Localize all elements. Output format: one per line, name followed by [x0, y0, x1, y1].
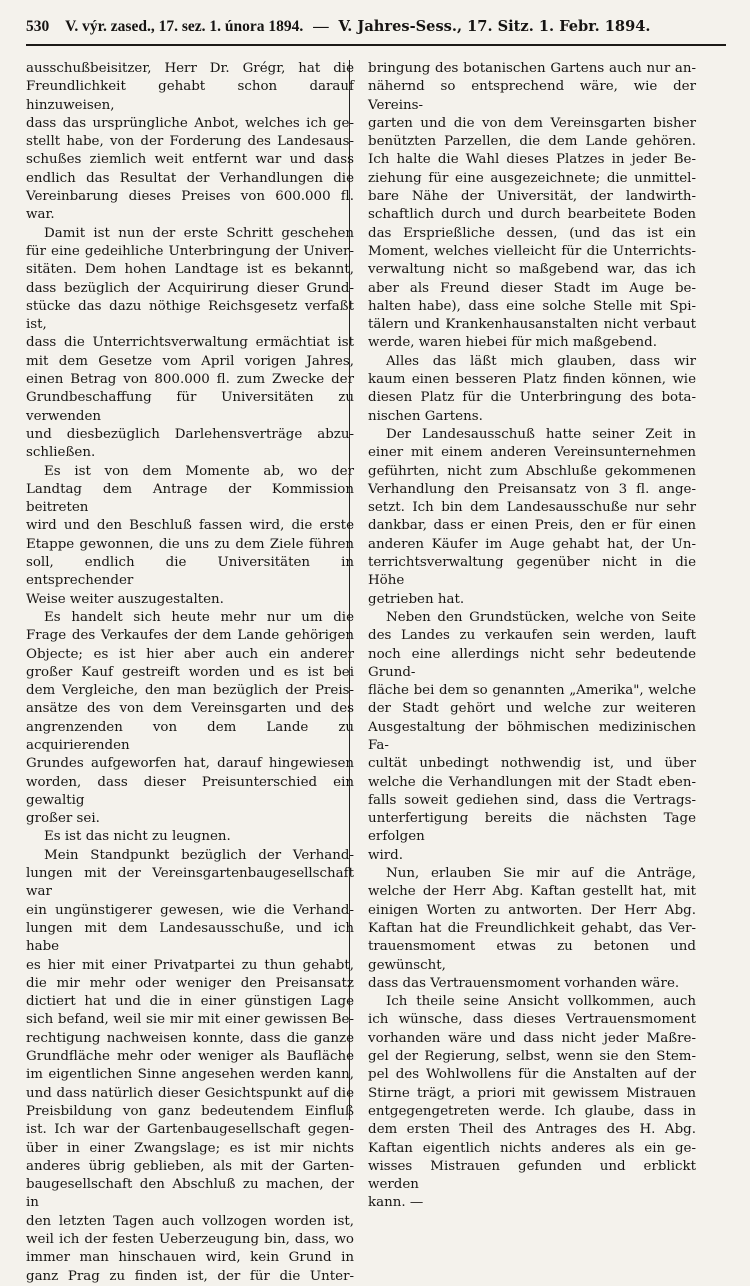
text-line: werde, waren hiebei für mich maßgebend.: [368, 335, 657, 351]
text-line: Ich theile seine Ansicht vollkommen, auch: [386, 994, 696, 1010]
text-line: dass bezüglich der Acquirirung dieser Grund-: [26, 280, 354, 296]
text-line: wisses Mistrauen gefunden und erblickt werden: [368, 1158, 696, 1193]
text-line: einer mit einem anderen Vereinsunternehmen: [368, 445, 696, 461]
text-line: Nun, erlauben Sie mir auf die Anträge,: [386, 866, 696, 882]
text-line: angrenzenden von dem Lande zu acquirierenden: [26, 719, 354, 753]
text-line: ein ungünstigerer gewesen, wie die Verhand-: [26, 902, 354, 918]
text-line: welche die Verhandlungen mit der Stadt eben-: [368, 774, 696, 790]
right-column: [368, 60, 696, 1213]
text-line: ziehung für eine ausgezeichnete; die unmittel-: [368, 170, 696, 186]
text-line: Es ist das nicht zu leugnen.: [44, 829, 231, 845]
text-line: sitäten. Dem hohen Landtage ist es bekannt,: [26, 262, 354, 278]
text-line: Frage des Verkaufes der dem Lande gehörigen: [26, 628, 354, 644]
text-line: einigen Worten zu antworten. Der Herr Abg.: [368, 902, 696, 918]
header-dash: —: [313, 18, 329, 35]
text-line: aber als Freund dieser Stadt im Auge be-: [368, 280, 696, 296]
text-line: geführten, nicht zum Abschluße gekommenen: [368, 463, 696, 479]
text-line: wird.: [368, 847, 403, 863]
text-line: dass das Vertrauensmoment vorhanden wäre.: [368, 975, 680, 991]
text-line: setzt. Ich bin dem Landesausschuße nur sehr: [368, 500, 696, 516]
text-line: Freundlichkeit gehabt schon darauf hinzuweisen,: [26, 79, 354, 113]
text-line: dem ersten Theil des Antrages des H. Abg.: [368, 1122, 696, 1138]
text-line: anderen Käufer im Auge gehabt hat, der Un-: [368, 536, 696, 552]
text-line: Etappe gewonnen, die uns zu dem Ziele führen: [26, 536, 354, 552]
text-line: soll, endlich die Universitäten in entsprechender: [26, 555, 354, 589]
text-line: das Ersprießliche dessen, (und das ist ein: [368, 225, 696, 241]
text-line: einen Betrag von 800.000 fl. zum Zwecke der: [26, 372, 354, 388]
text-line: trauensmoment etwas zu betonen und gewünscht,: [368, 939, 696, 973]
text-line: Ausgestaltung der böhmischen medizinischen Fa-: [368, 719, 696, 753]
text-line: Kaftan hat die Freundlichkeit gehabt, das Ver-: [368, 920, 696, 936]
text-line: baugesellschaft den Abschluß zu machen, der in: [26, 1177, 354, 1211]
text-line: Objecte; es ist hier aber auch ein anderer: [26, 646, 354, 662]
text-line: die mir mehr oder weniger den Preisansatz: [26, 975, 354, 991]
text-line: getrieben hat.: [368, 591, 465, 607]
text-line: dankbar, dass er einen Preis, den er für einen: [368, 518, 696, 534]
text-line: großer sei.: [26, 811, 100, 827]
text-line: für eine gedeihliche Unterbringung der Univer-: [26, 243, 354, 259]
text-line: ganz Prag zu finden ist, der für die Unter-: [26, 1268, 354, 1284]
text-line: dictiert hat und die in einer günstigen Lage: [26, 994, 354, 1010]
text-line: wird und den Beschluß fassen wird, die erste: [26, 518, 354, 534]
text-line: rechtigung nachweisen konnte, dass die ganze: [26, 1030, 354, 1046]
text-line: tälern und Krankenhausanstalten nicht verbaut: [368, 317, 696, 333]
text-line: Neben den Grundstücken, welche von Seite: [386, 609, 696, 625]
text-line: und diesbezüglich Darlehensverträge abzu-: [26, 426, 354, 442]
text-line: gel der Regierung, selbst, wenn sie den Stem-: [368, 1049, 696, 1065]
text-line: ich wünsche, dass dieses Vertrauensmoment: [368, 1012, 696, 1028]
text-line: immer man hinschauen wird, kein Grund in: [26, 1250, 354, 1266]
text-line: stellt habe, von der Forderung des Landesaus-: [26, 134, 354, 150]
text-line: ansätze des von dem Vereinsgarten und des: [26, 701, 354, 717]
text-line: lungen mit der Vereinsgartenbaugesellschaft war: [26, 866, 354, 900]
text-line: Grundbeschaffung für Universitäten zu verwenden: [26, 390, 354, 424]
text-line: mit dem Gesetze vom April vorigen Jahres,: [26, 353, 354, 369]
text-line: Es ist von dem Momente ab, wo der: [44, 463, 354, 479]
text-line: Mein Standpunkt bezüglich der Verhand-: [44, 847, 354, 863]
text-line: verwaltung nicht so maßgebend war, das ich: [368, 262, 696, 278]
text-line: vorhanden wäre und dass nicht jeder Maßre-: [368, 1030, 696, 1046]
text-line: der Stadt gehört und welche zur weiteren: [368, 701, 696, 717]
text-line: dass die Unterrichtsverwaltung ermächtiat ist: [26, 335, 354, 351]
text-line: des Landes zu verkaufen sein werden, lauft: [368, 628, 696, 644]
text-line: welche der Herr Abg. Kaftan gestellt hat, mit: [368, 884, 696, 900]
text-line: Alles das läßt mich glauben, dass wir: [386, 353, 696, 369]
text-line: Grundes aufgeworfen hat, darauf hingewiesen: [26, 756, 354, 772]
text-line: entgegengetreten werde. Ich glaube, dass in: [368, 1103, 696, 1119]
text-line: großer Kauf gestreift worden und es ist bei: [26, 664, 354, 680]
page-header: [26, 18, 726, 46]
text-line: anderes übrig geblieben, als mit der Garten-: [26, 1158, 354, 1174]
left-column: [26, 60, 354, 1286]
text-line: ist. Ich war der Gartenbaugesellschaft gegen-: [26, 1122, 354, 1138]
text-line: Weise weiter auszugestalten.: [26, 591, 224, 607]
text-line: pel des Wohlwollens für die Anstalten auf der: [368, 1067, 696, 1083]
text-line: bringung des botanischen Gartens auch nur an-: [368, 61, 696, 76]
text-line: Es handelt sich heute mehr nur um die: [44, 609, 354, 625]
german-running-title: V. Jahres-Sess., 17. Sitz. 1. Febr. 1894.: [338, 18, 651, 35]
czech-running-title: V. výr. zased., 17. sez. 1. února 1894.: [65, 18, 304, 35]
text-line: worden, dass dieser Preisunterschied ein gewaltig: [26, 774, 354, 808]
text-line: benützten Parzellen, die dem Lande gehören.: [368, 134, 696, 150]
text-line: schaftlich durch und durch bearbeitete Boden: [368, 207, 696, 223]
text-line: noch eine allerdings nicht sehr bedeutende Grund-: [368, 646, 696, 680]
text-line: diesen Platz für die Unterbringung des bota-: [368, 390, 696, 406]
text-line: schußes ziemlich weit entfernt war und dass: [26, 152, 354, 168]
text-line: Verhandlung den Preisansatz von 3 fl. ange-: [368, 481, 696, 497]
text-line: Moment, welches vielleicht für die Unterrichts-: [368, 243, 696, 259]
text-line: weil ich der festen Ueberzeugung bin, dass, wo: [26, 1232, 354, 1247]
text-line: kaum einen besseren Platz finden können, wie: [368, 372, 696, 388]
text-line: Landtag dem Antrage der Kommission beitreten: [26, 481, 354, 516]
text-line: dem Vergleiche, den man bezüglich der Preis-: [26, 683, 354, 699]
text-line: Der Landesausschuß hatte seiner Zeit in: [386, 426, 696, 442]
text-line: falls soweit gediehen sind, dass die Vertrags-: [368, 792, 696, 808]
text-line: stücke das dazu nöthige Reichsgesetz verfaßt ist,: [26, 298, 354, 333]
text-line: unterfertigung bereits die nächsten Tage erfolgen: [368, 811, 696, 845]
text-line: Stirne trägt, a priori mit gewissem Mistrauen: [368, 1085, 696, 1101]
text-line: bare Nähe der Universität, der landwirth-: [368, 189, 696, 205]
text-line: garten und die von dem Vereinsgarten bisher: [368, 115, 696, 131]
text-line: und dass natürlich dieser Gesichtspunkt auf die: [26, 1085, 354, 1101]
text-line: endlich das Resultat der Verhandlungen die: [26, 170, 354, 186]
text-line: nähernd so entsprechend wäre, wie der Vereins-: [368, 79, 696, 113]
text-line: cultät unbedingt nothwendig ist, und über: [368, 756, 696, 772]
text-line: nischen Gartens.: [368, 408, 483, 424]
text-line: Ich halte die Wahl dieses Platzes in jeder Be-: [368, 152, 696, 168]
text-line: terrichtsverwaltung gegenüber nicht in die Höhe: [368, 555, 696, 589]
text-line: Grundfläche mehr oder weniger als Baufläche: [26, 1049, 354, 1065]
text-line: kann. —: [368, 1195, 424, 1211]
text-line: dass das ursprüngliche Anbot, welches ich ge-: [26, 115, 354, 131]
text-line: schließen.: [26, 445, 96, 461]
text-line: Kaftan eigentlich nichts anderes als ein ge-: [368, 1140, 696, 1156]
text-line: fläche bei dem so genannten „Amerika", welche: [368, 683, 696, 699]
page-number: 530: [26, 18, 50, 35]
text-line: es hier mit einer Privatpartei zu thun gehabt,: [26, 957, 354, 973]
text-line: halten habe), dass eine solche Stelle mit Spi-: [368, 298, 696, 314]
text-line: über in einer Zwangslage; es ist mir nichts: [26, 1140, 354, 1156]
text-line: den letzten Tagen auch vollzogen worden ist,: [26, 1213, 354, 1229]
text-line: lungen mit dem Landesausschuße, und ich habe: [26, 920, 354, 955]
text-line: Vereinbarung dieses Preises von 600.000 fl. war.: [26, 189, 354, 223]
text-line: im eigentlichen Sinne angesehen werden kann,: [26, 1067, 354, 1083]
text-line: ausschußbeisitzer, Herr Dr. Grégr, hat die: [26, 61, 354, 76]
text-line: sich befand, weil sie mir mit einer gewissen Be-: [26, 1012, 354, 1028]
text-line: Preisbildung von ganz bedeutendem Einfluß: [26, 1103, 354, 1119]
text-line: Damit ist nun der erste Schritt geschehen: [44, 225, 354, 241]
